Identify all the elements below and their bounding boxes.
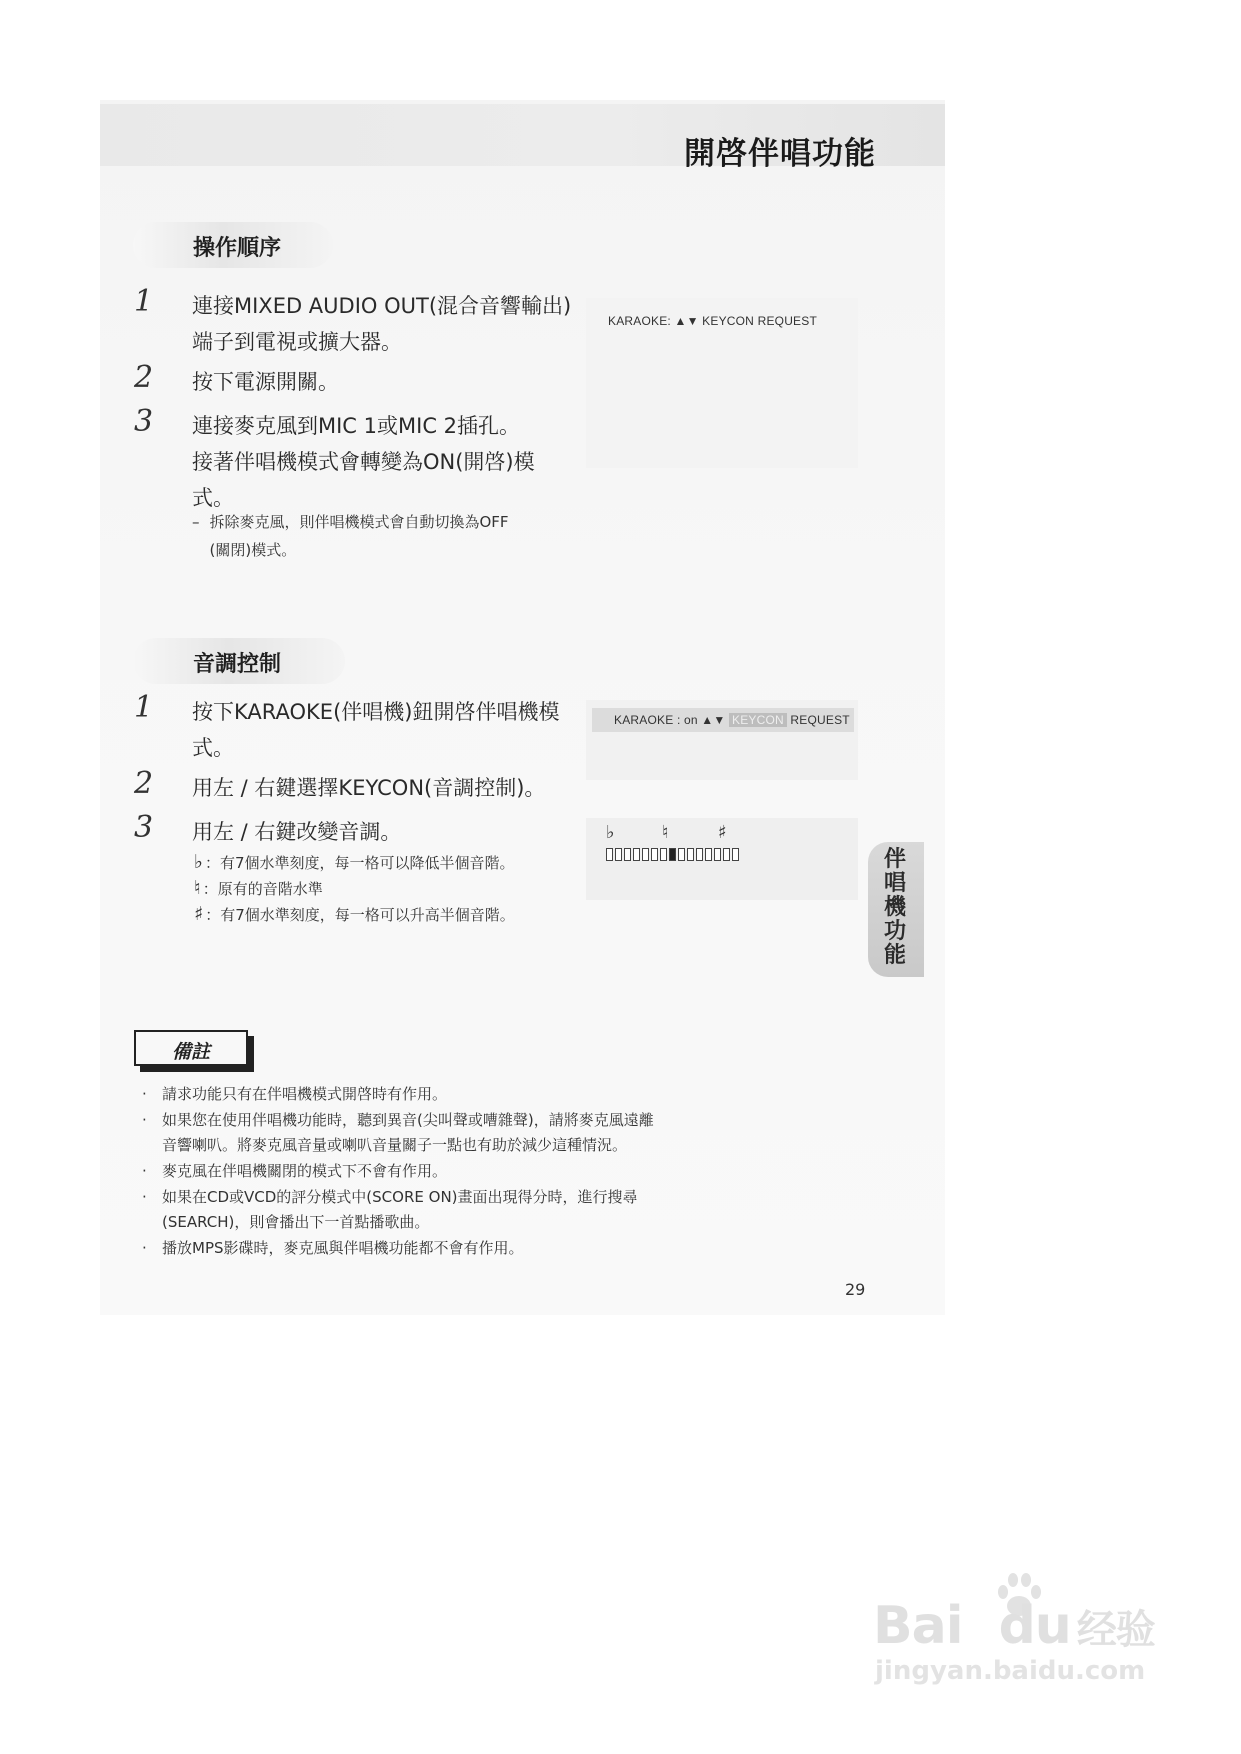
scale-level (642, 848, 649, 861)
natural-icon: ♮ (662, 822, 669, 843)
osd-menu-bar: KARAOKE: ▲▼ KEYCON REQUEST (608, 314, 817, 328)
sharp-icon: ♯ (194, 903, 204, 925)
note-item: · 播放MPS影碟時，麥克風與伴唱機功能都不會有作用。 (138, 1236, 758, 1261)
step-text: 按下KARAOKE(伴唱機)鈕開啓伴唱機模 式。 (192, 700, 560, 760)
osd-screen-keycon (586, 700, 858, 780)
osd-key-scale (586, 818, 858, 900)
watermark-url: jingyan.baidu.com (875, 1656, 1146, 1686)
section-heading-key-control (133, 638, 345, 684)
flat-icon: ♭ (194, 851, 203, 873)
step-text: 連接麥克風到MIC 1或MIC 2插孔。 接著伴唱機模式會轉變為ON(開啓)模 式。 (192, 414, 535, 510)
scale-level (723, 848, 730, 861)
osd-highlight-keycon: KEYCON (729, 713, 787, 727)
scale-level (687, 848, 694, 861)
section-heading-operation (133, 222, 333, 268)
scale-level (651, 848, 658, 861)
scale-level (696, 848, 703, 861)
watermark-logo: Bai du 经验 (873, 1596, 1155, 1656)
step-number: 3 (134, 810, 154, 845)
side-tab-karaoke (868, 842, 924, 977)
step-text: 連接MIXED AUDIO OUT(混合音響輸出) 端子到電視或擴大器。 (192, 294, 572, 354)
page-title: 開啓伴唱功能 (684, 136, 876, 172)
scale-level (624, 848, 631, 861)
step-3-subnote: – 拆除麥克風，則伴唱機模式會自動切換為OFF (關閉)模式。 (192, 508, 582, 564)
step-number: 3 (134, 404, 154, 439)
flat-icon: ♭ (606, 822, 615, 843)
scale-level (606, 848, 613, 861)
step-number: 1 (134, 690, 154, 725)
scale-level (732, 848, 739, 861)
subnote-text: 拆除麥克風，則伴唱機模式會自動切換為OFF (關閉)模式。 (209, 513, 509, 559)
step-number: 1 (134, 284, 154, 319)
natural-icon: ♮ (194, 877, 201, 899)
memo-label-box (134, 1030, 248, 1066)
osd-menu-bar: KARAOKE : on ▲▼ KEYCON REQUEST (614, 713, 850, 727)
section-heading-label: 音調控制 (193, 652, 282, 677)
legend-flat: ♭ ：有7個水準刻度，每一格可以降低半個音階。 (194, 851, 515, 873)
scale-level (705, 848, 712, 861)
step-number: 2 (134, 360, 154, 395)
section-heading-label: 操作順序 (193, 236, 282, 261)
scale-level (615, 848, 622, 861)
scale-level (660, 848, 667, 861)
note-item: · 如果在CD或VCD的評分模式中(SCORE ON)畫面出現得分時，進行搜尋 (SEARCH)，則會播出下一首點播歌曲。 (138, 1185, 758, 1235)
scale-level (678, 848, 685, 861)
side-tab-label: 伴 唱 機 功 能 (883, 847, 906, 968)
step-text: 用左 / 右鍵改變音調。 (192, 820, 402, 844)
step-text: 用左 / 右鍵選擇KEYCON(音調控制)。 (192, 776, 546, 800)
key-level-scale (606, 848, 739, 861)
key-legend (194, 850, 594, 928)
osd-screen-karaoke (586, 298, 858, 468)
memo-notes (138, 1082, 758, 1262)
note-item: · 如果您在使用伴唱機功能時，聽到異音(尖叫聲或嘈雜聲)，請將麥克風遠離 音響喇叭。將麥克風音量或喇叭音量關子一點也有助於減少這種情況。 (138, 1108, 758, 1158)
memo-label: 備註 (171, 1041, 210, 1063)
scale-level (633, 848, 640, 861)
baidu-watermark (873, 1568, 1163, 1688)
step-text: 按下電源開關。 (192, 370, 339, 394)
legend-natural: ♮ ：原有的音階水準 (194, 877, 323, 899)
note-item: · 麥克風在伴唱機關閉的模式下不會有作用。 (138, 1159, 758, 1184)
note-item: · 請求功能只有在伴唱機模式開啓時有作用。 (138, 1082, 758, 1107)
sharp-icon: ♯ (718, 822, 727, 843)
page-number: 29 (845, 1280, 866, 1299)
legend-sharp: ♯ ：有7個水準刻度，每一格可以升高半個音階。 (194, 903, 515, 925)
step-number: 2 (134, 766, 154, 801)
scale-level-current (669, 848, 676, 861)
scale-level (714, 848, 721, 861)
